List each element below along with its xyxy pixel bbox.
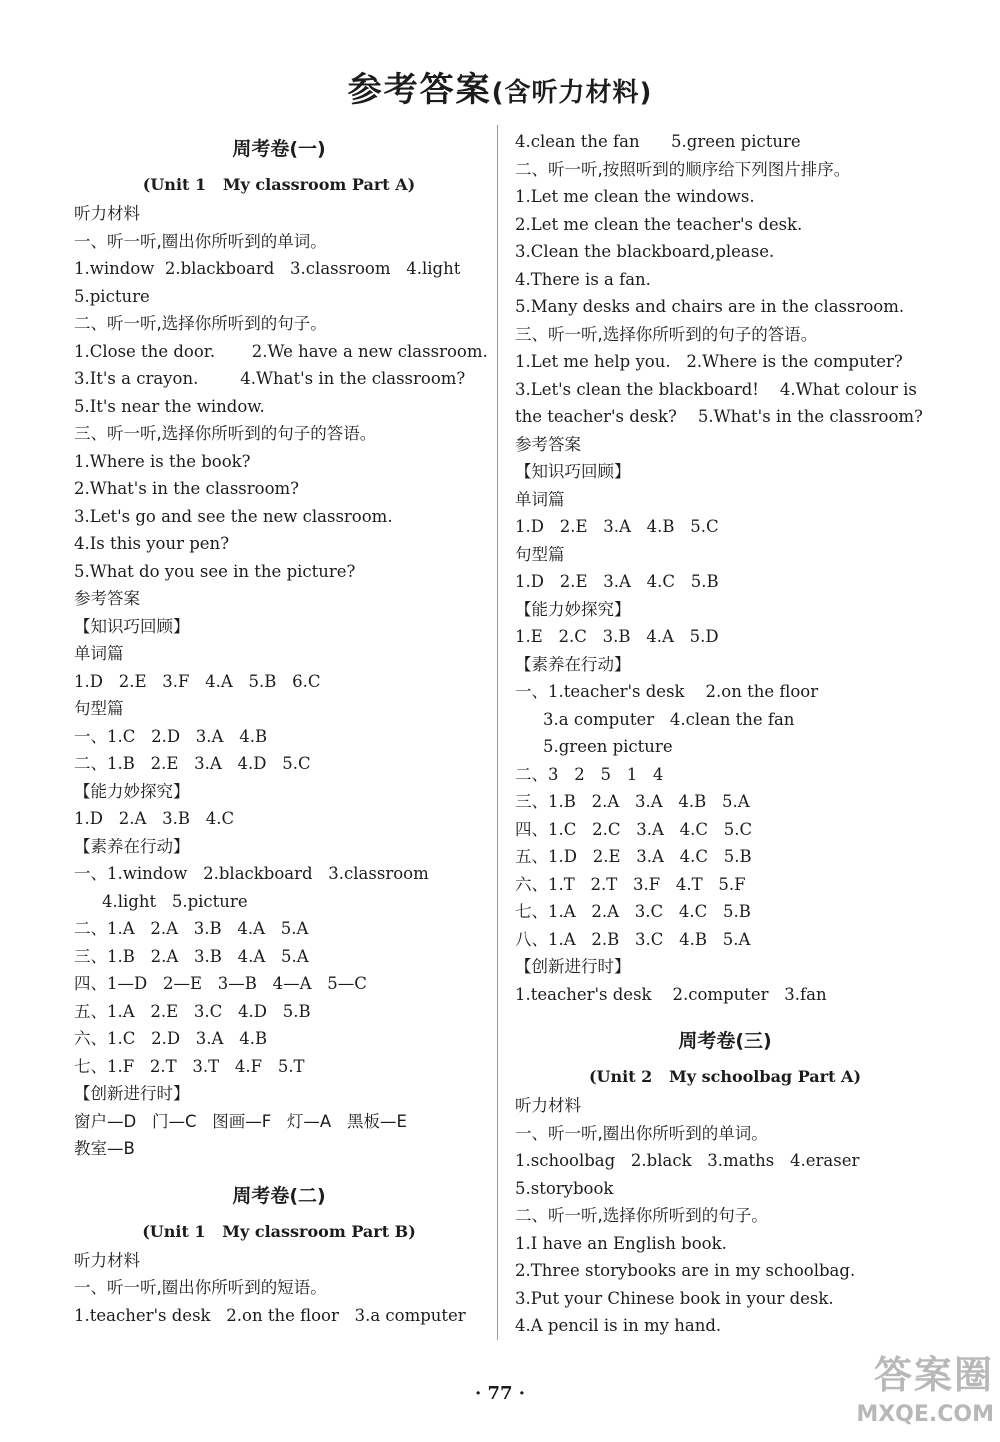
text-line: 五、1.D 2.E 3.A 4.C 5.B	[515, 847, 752, 866]
text-line: 七、1.F 2.T 3.T 4.F 5.T	[74, 1056, 305, 1076]
text-line: 【创新进行时】	[515, 957, 631, 976]
column-divider	[497, 125, 498, 1340]
text-line: 1.schoolbag 2.black 3.maths 4.eraser	[515, 1151, 860, 1170]
page-title-sub: (含听力材料)	[491, 78, 653, 108]
unit-heading: (Unit 1 My classroom Part B)	[142, 1221, 416, 1241]
text-line: 2.What's in the classroom?	[74, 479, 299, 498]
text-line: 二、1.A 2.A 3.B 4.A 5.A	[74, 919, 309, 938]
text-line: 【创新进行时】	[74, 1084, 190, 1103]
text-line: 1.teacher's desk 2.on the floor 3.a computer	[74, 1305, 466, 1325]
text-line: the teacher's desk? 5.What's in the classroom?	[515, 407, 923, 426]
text-line: 一、听一听,圈出你所听到的短语。	[74, 1278, 327, 1297]
unit-heading: (Unit 1 My classroom Part A)	[142, 175, 416, 194]
text-line: 1.D 2.E 3.A 4.B 5.C	[515, 517, 719, 536]
text-line: 5.It's near the window.	[74, 396, 265, 416]
text-line: 六、1.T 2.T 3.F 4.T 5.F	[515, 874, 746, 894]
text-line: 1.D 2.E 3.A 4.C 5.B	[515, 572, 719, 591]
text-line: 六、1.C 2.D 3.A 4.B	[74, 1029, 268, 1048]
text-line: 4.clean the fan 5.green picture	[515, 132, 801, 151]
unit-heading: (Unit 2 My schoolbag Part A)	[588, 1067, 862, 1086]
text-line: 5.green picture	[543, 737, 673, 756]
text-line: 1.D 2.A 3.B 4.C	[74, 809, 235, 828]
text-line: 二、听一听,按照听到的顺序给下列图片排序。	[515, 159, 851, 179]
text-line: 五、1.A 2.E 3.C 4.D 5.B	[74, 1001, 311, 1021]
text-line: 1.Let me clean the windows.	[515, 187, 755, 206]
text-line: 3.Clean the blackboard,please.	[515, 242, 775, 261]
text-line: 四、1—D 2—E 3—B 4—A 5—C	[74, 974, 367, 993]
text-line: 一、听一听,圈出你所听到的单词。	[515, 1123, 768, 1143]
text-line: 【能力妙探究】	[74, 781, 190, 801]
text-line: 一、听一听,圈出你所听到的单词。	[74, 231, 327, 251]
text-line: 1.I have an English book.	[515, 1233, 727, 1253]
text-line: 二、1.B 2.E 3.A 4.D 5.C	[74, 754, 311, 773]
text-line: 5.Many desks and chairs are in the classroom.	[515, 297, 905, 316]
text-line: 三、听一听,选择你所听到的句子的答语。	[515, 324, 818, 344]
text-line: 4.light 5.picture	[102, 891, 248, 911]
section-title: 周考卷(三)	[678, 1030, 772, 1052]
section-title: 周考卷(二)	[232, 1184, 326, 1207]
text-line: 一、1.teacher's desk 2.on the floor	[515, 682, 819, 701]
text-line: 一、1.C 2.D 3.A 4.B	[74, 726, 268, 746]
text-line: 1.teacher's desk 2.computer 3.fan	[515, 984, 827, 1004]
text-line: 4.Is this your pen?	[74, 534, 230, 553]
text-line: 窗户—D 门—C 图画—F 灯—A 黑板—E	[74, 1111, 407, 1131]
text-line: 四、1.C 2.C 3.A 4.C 5.C	[515, 819, 753, 839]
text-line: 5.storybook	[515, 1178, 614, 1198]
watermark-logo	[808, 1350, 994, 1438]
text-line: 【素养在行动】	[74, 836, 190, 856]
page-number: · 77 ·	[474, 1383, 526, 1404]
text-line: 3.Let's clean the blackboard! 4.What colour is	[515, 379, 917, 399]
right-column	[515, 128, 935, 1340]
text-line: 3.It's a crayon. 4.What's in the classroom?	[74, 369, 466, 388]
text-line: 5.picture	[74, 286, 150, 306]
text-line: 三、1.B 2.A 3.B 4.A 5.A	[74, 946, 309, 966]
text-line: 听力材料	[74, 1250, 140, 1270]
text-line: 二、3 2 5 1 4	[515, 764, 664, 784]
text-line: 1.Close the door. 2.We have a new classroom.	[74, 341, 488, 361]
text-line: 二、听一听,选择你所听到的句子。	[74, 314, 327, 333]
text-line: 单词篇	[74, 644, 124, 663]
text-line: 单词篇	[515, 489, 565, 509]
text-line: 句型篇	[74, 699, 124, 718]
text-line: 1.Where is the book?	[74, 451, 251, 471]
text-line: 4.There is a fan.	[515, 269, 651, 289]
text-line: 【素养在行动】	[515, 654, 631, 674]
page-title-main: 参考答案	[347, 70, 492, 110]
text-line: 2.Three storybooks are in my schoolbag.	[515, 1261, 856, 1280]
text-line: 2.Let me clean the teacher's desk.	[515, 214, 803, 234]
left-column	[74, 128, 488, 1329]
text-line: 【知识巧回顾】	[74, 616, 190, 636]
text-line: 二、听一听,选择你所听到的句子。	[515, 1206, 768, 1225]
text-line: 1.window 2.blackboard 3.classroom 4.light	[74, 259, 461, 278]
text-line: 三、听一听,选择你所听到的句子的答语。	[74, 424, 377, 443]
text-line: 1.D 2.E 3.F 4.A 5.B 6.C	[74, 671, 321, 691]
text-line: 参考答案	[74, 589, 140, 608]
page-title	[0, 62, 1000, 111]
text-line: 5.What do you see in the picture?	[74, 561, 356, 581]
text-line: 听力材料	[74, 204, 140, 223]
text-line: 一、1.window 2.blackboard 3.classroom	[74, 864, 429, 883]
watermark-text: 答案圈	[873, 1353, 994, 1397]
text-line: 3.a computer 4.clean the fan	[543, 709, 795, 729]
text-line: 4.A pencil is in my hand.	[515, 1316, 722, 1335]
text-line: 听力材料	[515, 1096, 581, 1115]
section-title: 周考卷(一)	[232, 138, 326, 160]
text-line: 句型篇	[515, 544, 565, 564]
text-line: 教室—B	[74, 1139, 135, 1158]
text-line: 七、1.A 2.A 3.C 4.C 5.B	[515, 902, 751, 921]
text-line: 3.Let's go and see the new classroom.	[74, 506, 393, 526]
text-line: 1.E 2.C 3.B 4.A 5.D	[515, 627, 719, 646]
text-line: 三、1.B 2.A 3.A 4.B 5.A	[515, 792, 750, 811]
text-line: 【知识巧回顾】	[515, 462, 631, 481]
text-line: 1.Let me help you. 2.Where is the computer?	[515, 352, 903, 371]
text-line: 3.Put your Chinese book in your desk.	[515, 1288, 834, 1308]
text-line: 【能力妙探究】	[515, 599, 631, 619]
text-line: 八、1.A 2.B 3.C 4.B 5.A	[515, 929, 751, 949]
watermark-url: MXQE.COM	[856, 1402, 994, 1427]
text-line: 参考答案	[515, 434, 581, 454]
